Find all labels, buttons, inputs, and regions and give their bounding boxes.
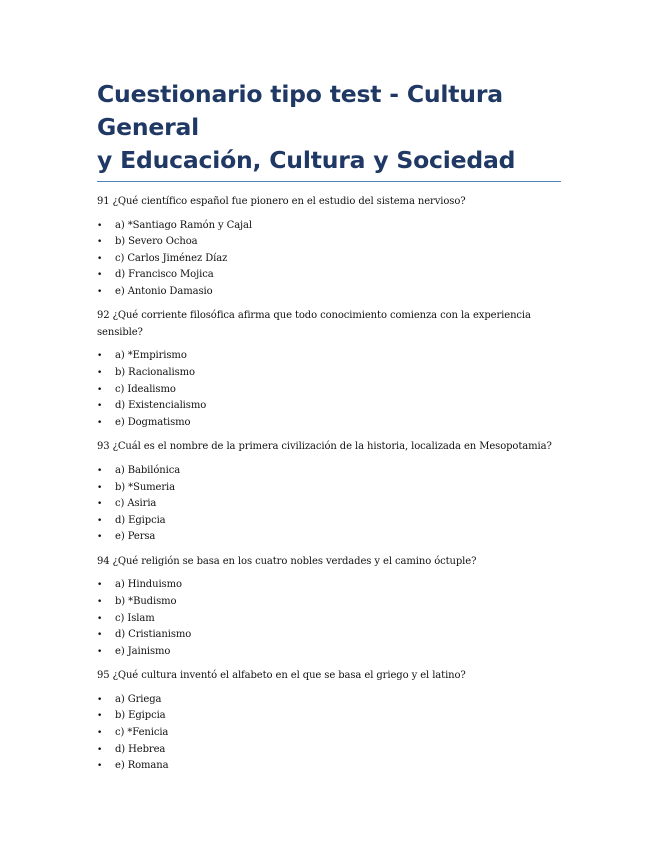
option-item bbox=[97, 577, 561, 594]
bullet-icon: • bbox=[97, 499, 103, 510]
option-text: a) Hinduismo bbox=[115, 579, 182, 591]
question-text: 92 ¿Qué corriente filosófica afirma que todo conocimiento comienza con la experiencia sensible? bbox=[97, 310, 531, 338]
option-text: e) Jainismo bbox=[115, 645, 171, 657]
option-text: d) Egipcia bbox=[115, 514, 166, 526]
option-item bbox=[97, 725, 561, 742]
document-page bbox=[97, 78, 561, 783]
question-text: 94 ¿Qué religión se basa en los cuatro nobles verdades y el camino óctuple? bbox=[97, 555, 477, 567]
bullet-icon: • bbox=[97, 237, 103, 248]
bullet-icon: • bbox=[97, 580, 103, 591]
option-item bbox=[97, 480, 561, 497]
bullet-icon: • bbox=[97, 761, 103, 772]
option-item bbox=[97, 742, 561, 759]
question-text: 93 ¿Cuál es el nombre de la primera civilización de la historia, localizada en Mesopotamia? bbox=[97, 441, 552, 453]
option-text: e) Romana bbox=[115, 760, 169, 772]
option-text: d) Francisco Mojica bbox=[115, 269, 214, 281]
option-text: a) *Empirismo bbox=[115, 350, 187, 362]
question-95 bbox=[97, 668, 561, 774]
question-93 bbox=[97, 439, 561, 545]
bullet-icon: • bbox=[97, 646, 103, 657]
option-item bbox=[97, 594, 561, 611]
option-item bbox=[97, 398, 561, 415]
bullet-icon: • bbox=[97, 597, 103, 607]
option-text: b) Severo Ochoa bbox=[115, 236, 198, 248]
question-text: 95 ¿Qué cultura inventó el alfabeto en el que se basa el griego y el latino? bbox=[97, 670, 466, 682]
option-item bbox=[97, 415, 561, 432]
bullet-icon: • bbox=[97, 384, 103, 395]
document-title bbox=[97, 78, 561, 181]
question-94 bbox=[97, 554, 561, 660]
bullet-icon: • bbox=[97, 694, 103, 705]
bullet-icon: • bbox=[97, 532, 103, 543]
option-item bbox=[97, 234, 561, 251]
bullet-icon: • bbox=[97, 401, 103, 412]
option-list bbox=[97, 348, 561, 431]
option-item bbox=[97, 644, 561, 661]
option-text: c) *Fenicia bbox=[115, 727, 169, 739]
option-text: b) *Budismo bbox=[115, 596, 177, 607]
bullet-icon: • bbox=[97, 286, 103, 297]
bullet-icon: • bbox=[97, 417, 103, 428]
bullet-icon: • bbox=[97, 351, 103, 362]
option-item bbox=[97, 251, 561, 268]
option-text: c) Asiria bbox=[115, 498, 157, 510]
option-item bbox=[97, 692, 561, 709]
option-item bbox=[97, 611, 561, 628]
option-list bbox=[97, 218, 561, 301]
option-list bbox=[97, 577, 561, 660]
title-line-2: y Educación, Cultura y Sociedad bbox=[97, 146, 516, 174]
option-item bbox=[97, 218, 561, 235]
option-text: e) Persa bbox=[115, 531, 156, 543]
option-text: a) Babilónica bbox=[115, 464, 181, 476]
option-text: d) Cristianismo bbox=[115, 629, 192, 641]
option-text: b) Egipcia bbox=[115, 710, 166, 722]
bullet-icon: • bbox=[97, 270, 103, 281]
option-text: c) Islam bbox=[115, 612, 155, 624]
bullet-icon: • bbox=[97, 220, 103, 231]
option-item bbox=[97, 513, 561, 530]
option-item bbox=[97, 365, 561, 382]
bullet-icon: • bbox=[97, 711, 103, 722]
option-item bbox=[97, 463, 561, 480]
option-item bbox=[97, 284, 561, 301]
option-text: b) *Sumeria bbox=[115, 481, 176, 493]
option-text: a) Griega bbox=[115, 693, 162, 705]
bullet-icon: • bbox=[97, 613, 103, 624]
title-line-1: Cuestionario tipo test - Cultura General bbox=[97, 80, 503, 141]
option-item bbox=[97, 267, 561, 284]
option-text: a) *Santiago Ramón y Cajal bbox=[115, 219, 253, 231]
option-item bbox=[97, 496, 561, 513]
option-text: d) Hebrea bbox=[115, 743, 166, 755]
bullet-icon: • bbox=[97, 368, 103, 379]
option-list bbox=[97, 463, 561, 546]
option-item bbox=[97, 529, 561, 546]
option-text: e) Antonio Damasio bbox=[115, 285, 213, 297]
title-divider bbox=[97, 181, 561, 182]
question-text: 91 ¿Qué científico español fue pionero en el estudio del sistema nervioso? bbox=[97, 196, 466, 207]
option-text: b) Racionalismo bbox=[115, 367, 195, 379]
option-list bbox=[97, 692, 561, 775]
question-92 bbox=[97, 308, 561, 431]
bullet-icon: • bbox=[97, 728, 103, 739]
bullet-icon: • bbox=[97, 253, 103, 264]
option-item bbox=[97, 708, 561, 725]
bullet-icon: • bbox=[97, 482, 103, 493]
option-text: c) Carlos Jiménez Díaz bbox=[115, 252, 228, 264]
question-91 bbox=[97, 194, 561, 300]
option-item bbox=[97, 348, 561, 365]
option-item bbox=[97, 382, 561, 399]
bullet-icon: • bbox=[97, 744, 103, 755]
bullet-icon: • bbox=[97, 465, 103, 476]
option-item bbox=[97, 627, 561, 644]
option-text: e) Dogmatismo bbox=[115, 416, 191, 428]
bullet-icon: • bbox=[97, 515, 103, 526]
option-text: c) Idealismo bbox=[115, 383, 176, 395]
option-text: d) Existencialismo bbox=[115, 400, 207, 412]
bullet-icon: • bbox=[97, 630, 103, 641]
option-item bbox=[97, 758, 561, 775]
